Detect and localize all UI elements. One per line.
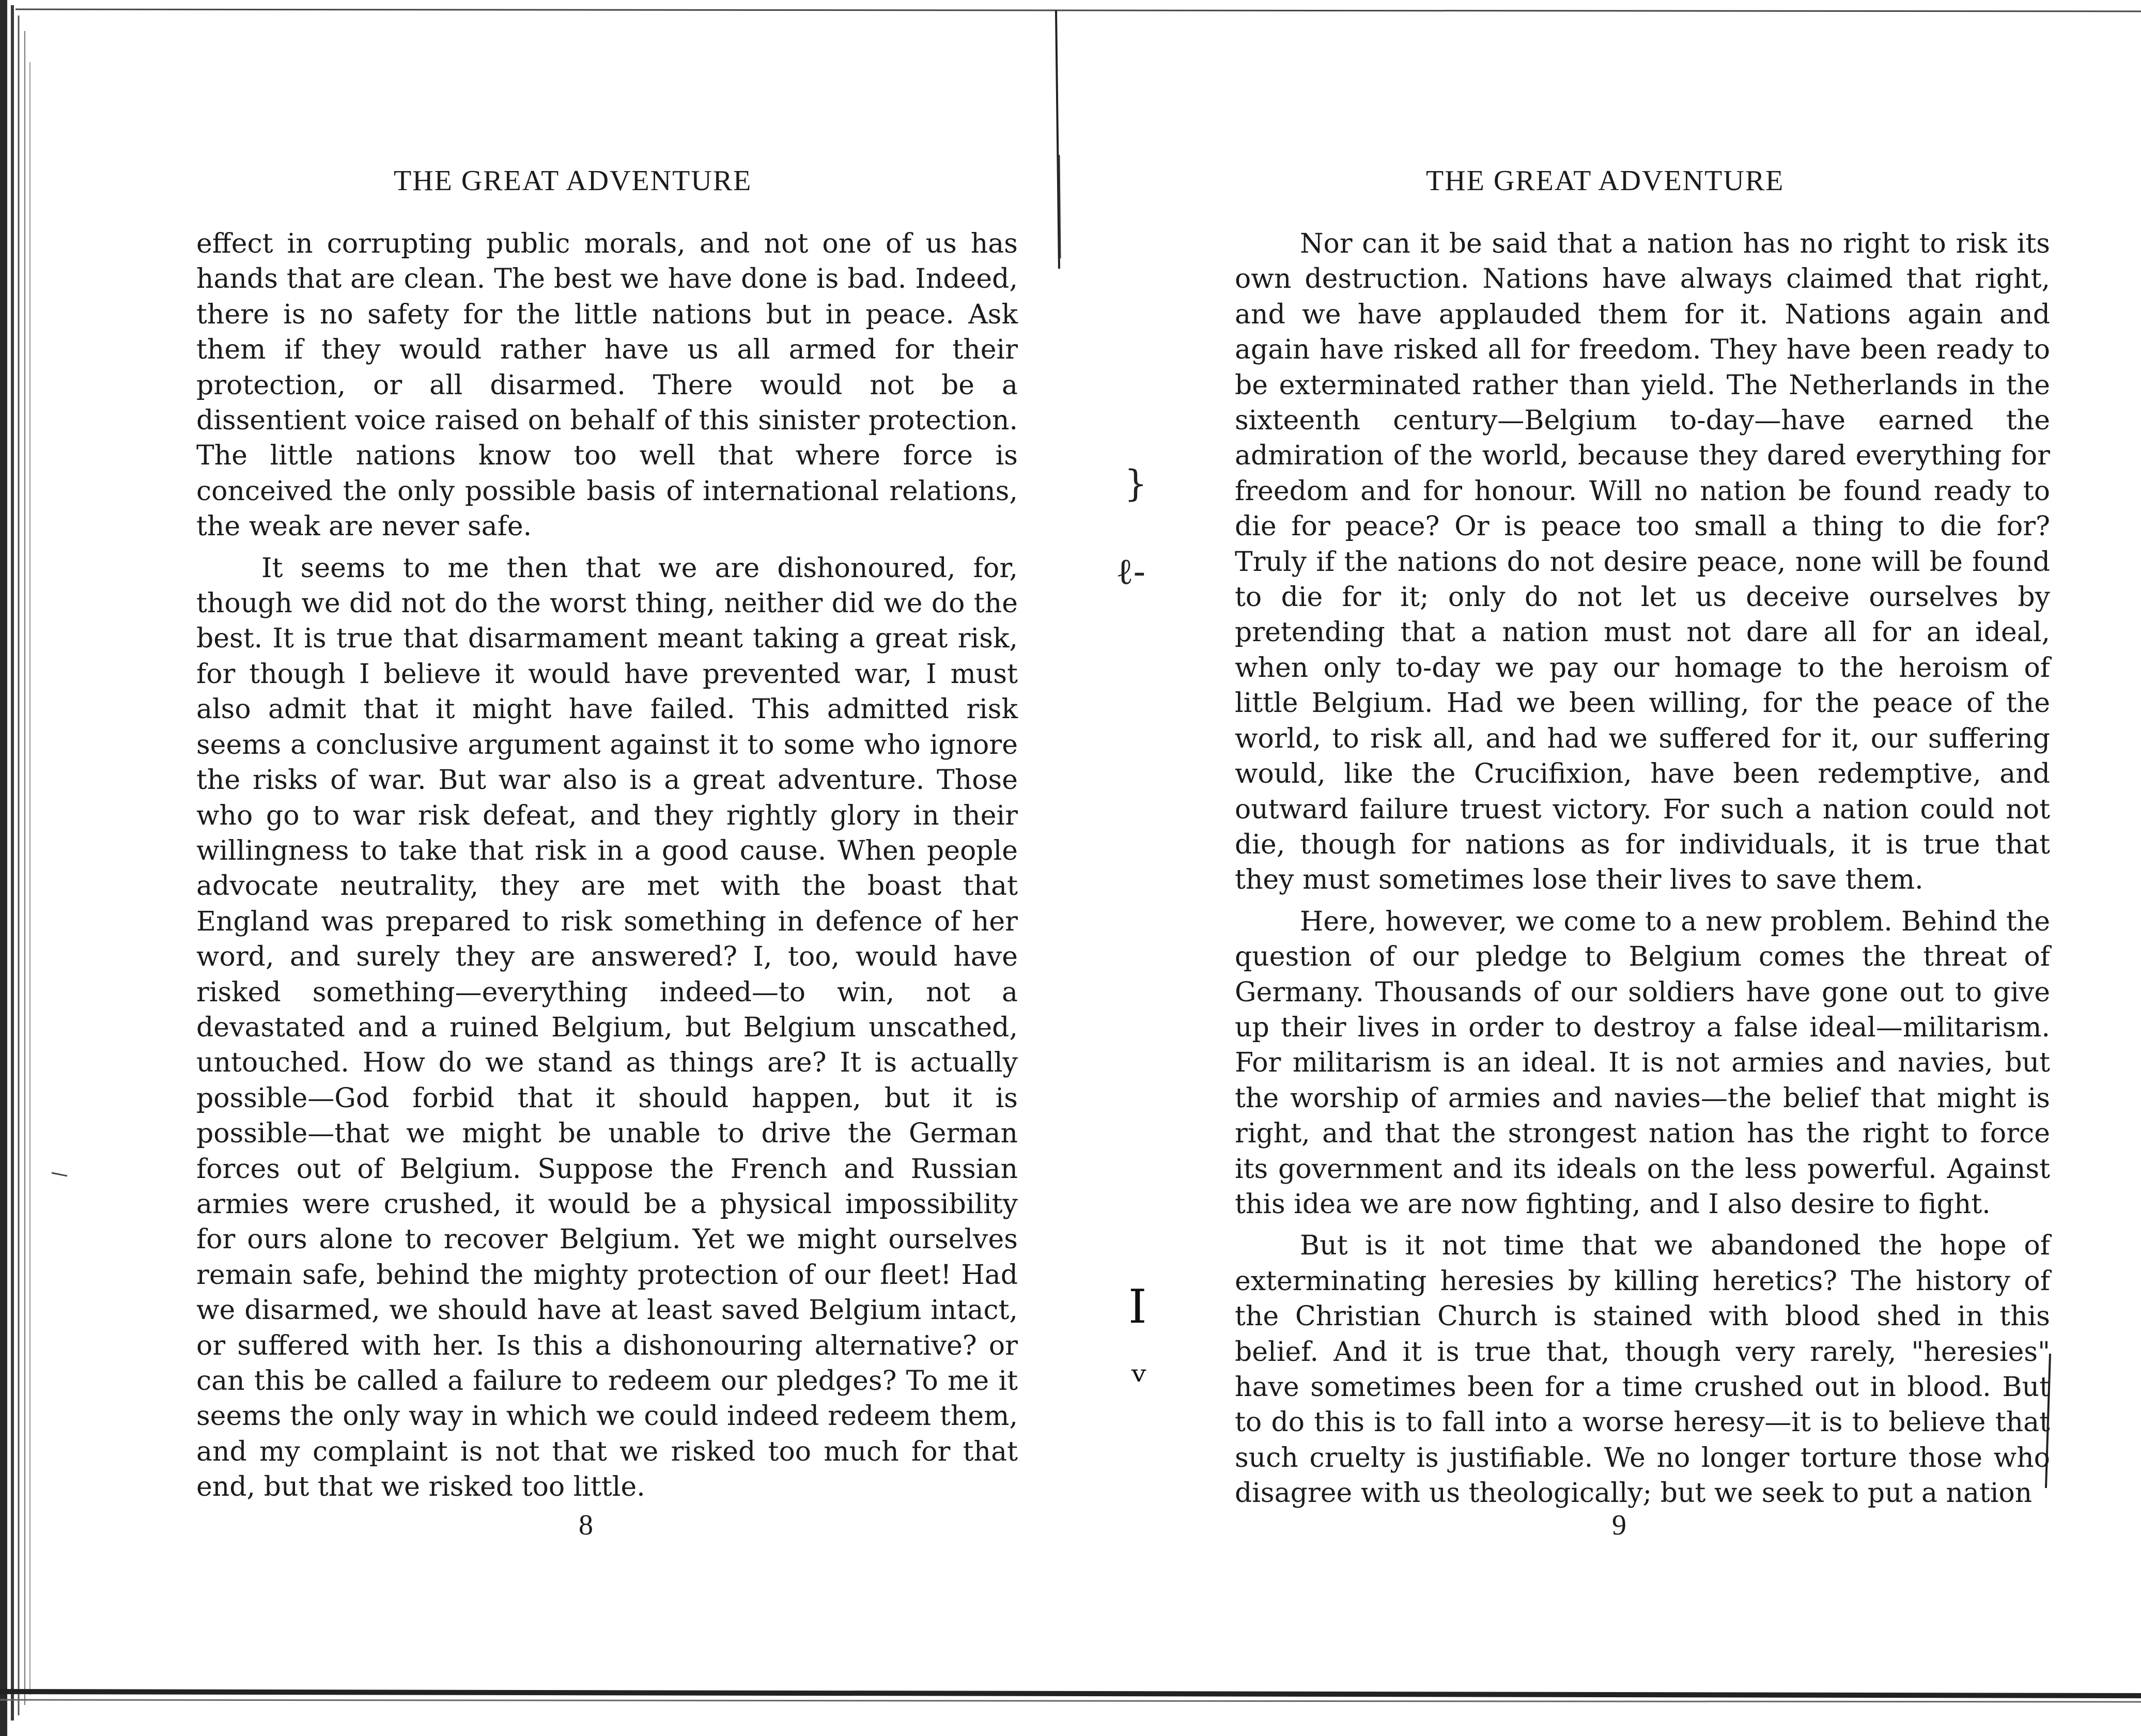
svg-text:}: } <box>1124 462 1147 505</box>
body-text <box>1235 226 2050 1511</box>
paragraph: effect in corrupting public morals, and not one of us has hands that are clean. The best we have done is bad. Indeed, there is no safety for the little nations but in peace. Ask them if they would rather have us all armed for their protection, or all disarmed. There would not be a dissentient voice raised on behalf of this sinister protection. The little nations know too well that where force is conceived the only possible basis of international relations, the weak are never safe. <box>196 228 1018 542</box>
paragraph: Here, however, we come to a new problem. Behind the question of our pledge to Belgium comes the threat of Germany. Thousands of our soldiers have gone out to give up their lives in order to destroy a false ideal—militarism. For militarism is an ideal. It is not armies and navies, but the worship of armies and navies—the belief that might is right, and that the strongest nation has the right to force its government and its ideals on the less powerful. Against this idea we are now fighting, and I also desire to fight. <box>1235 906 2050 1220</box>
page-number: 9 <box>1612 1509 1626 1541</box>
page-number: 8 <box>579 1509 593 1541</box>
svg-text:ℓ-: ℓ- <box>1116 550 1146 593</box>
running-head: THE GREAT ADVENTURE <box>1426 165 1785 197</box>
svg-text:ᵛ: ᵛ <box>1131 1357 1147 1405</box>
paragraph: But is it not time that we abandoned the hope of exterminating heresies by killing heretics? The history of the Christian Church is stained with blood shed in this belief. And it is true that, though very rarely, "heresies" have sometimes been for a time crushed out in blood. But to do this is to fall into a worse heresy—it is to believe that such cruelty is justifiable. We no longer torture those who disagree with us theologically; but we seek to put a nation <box>1235 1230 2050 1509</box>
running-head: THE GREAT ADVENTURE <box>394 165 752 197</box>
paragraph: It seems to me then that we are dishonoured, for, though we did not do the worst thing, neither did we do the best. It is true that disarmament meant taking a great risk, for though I believe it would have prevented war, I must also admit that it might have failed. This admitted risk seems a conclusive argument against it to some who ignore the risks of war. But war also is a great adventure. Those who go to war risk defeat, and they rightly glory in their willingness to take that risk in a good cause. When people advocate neutrality, they are met with the boast that England was prepared to risk something in defence of her word, and surely they are answered? I, too, would have risked something—everything indeed—to win, not a devastated and a ruined Belgium, but Belgium unscathed, untouched. How do we stand as things are? It is actually possible—God forbid that it should happen, but it is possible—that we might be unable to drive the German forces out of Belgium. Suppose the French and Russian armies were crushed, it would be a physical impossibility for ours alone to recover Belgium. Yet we might ourselves remain safe, behind the mighty protection of our fleet! Had we disarmed, we should have at least saved Belgium intact, or suffered with her. Is this a dishonouring alternative? or can this be called a failure to redeem our pledges? To me it seems the only way in which we could indeed redeem them, and my complaint is not that we risked too much for that end, but that we risked too little. <box>196 552 1018 1503</box>
svg-text:I: I <box>1128 1280 1147 1334</box>
left-page <box>31 0 1054 1736</box>
paragraph: Nor can it be said that a nation has no right to risk its own destruction. Nations have always claimed that right, and we have applauded them for it. Nations again and again have risked all for freedom. They have been ready to be exterminated rather than yield. The Netherlands in the sixteenth century—Belgium to-day—have earned the admiration of the world, because they dared everything for freedom and for honour. Will no nation be found ready to die for peace? Or is peace too small a thing to die for? Truly if the nations do not desire peace, none will be found to die for it; only do not let us deceive ourselves by pretending that a nation must not dare all for an ideal, when only to-day we pay our homage to the heroism of little Belgium. Had we been willing, for the peace of the world, to risk all, and had we suffered for it, our suffering would, like the Crucifixion, have been redemptive, and outward failure truest victory. For such a nation could not die, though for nations as for individuals, it is true that they must sometimes lose their lives to save them. <box>1235 228 2050 896</box>
right-page <box>1064 0 2141 1736</box>
body-text <box>196 226 1018 1505</box>
